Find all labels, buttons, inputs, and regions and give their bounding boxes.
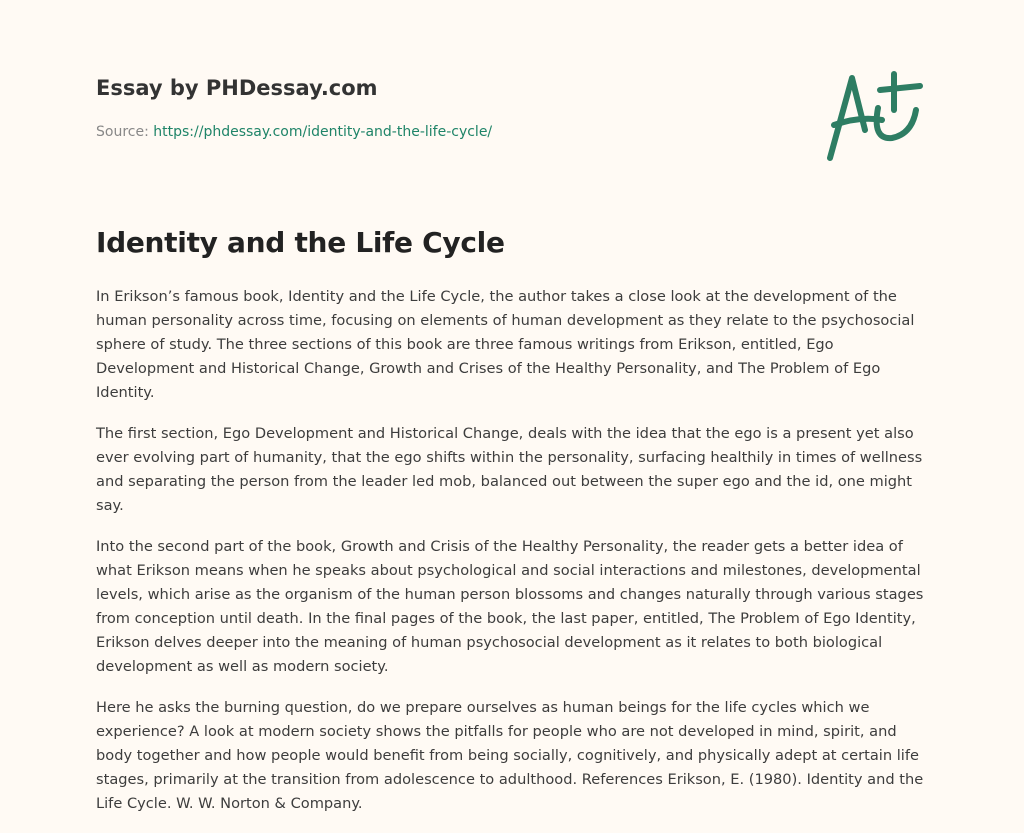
source-label: Source:: [96, 124, 149, 140]
article-body: [96, 285, 932, 833]
source-line: [96, 124, 492, 140]
a-plus-logo-icon: [820, 70, 930, 165]
paragraph: Into the second part of the book, Growth and Crisis of the Healthy Personality, the reader gets a better idea of what Erikson means when he speaks about psychological and social interactions and milestones, developmental levels, which arise as the organism of the human person blossoms and changes naturally through various stages from conception until death. In the final pages of the book, the last paper, entitled, The Problem of Ego Identity, Erikson delves deeper into the meaning of human psychosocial development as it relates to both biological development as well as modern society.: [96, 538, 924, 675]
paragraph: In Erikson’s famous book, Identity and the Life Cycle, the author takes a close look at the development of the human personality across time, focusing on elements of human development as they relate to the psychosocial sphere of study. The three sections of this book are three famous writings from Erikson, entitled, Ego Development and Historical Change, Growth and Crises of the Healthy Personality, and The Problem of Ego Identity.: [96, 288, 915, 401]
site-title: Essay by PHDessay.com: [96, 76, 378, 100]
paragraph: The first section, Ego Development and Historical Change, deals with the idea that the ego is a present yet also ever evolving part of humanity, that the ego shifts within the personality, surfacing healthily in times of wellness and separating the person from the leader led mob, balanced out between the super ego and the id, one might say.: [96, 425, 923, 514]
article-title: Identity and the Life Cycle: [96, 226, 505, 259]
source-link[interactable]: https://phdessay.com/identity-and-the-life-cycle/: [153, 124, 493, 140]
paragraph: Here he asks the burning question, do we prepare ourselves as human beings for the life cycles which we experience? A look at modern society shows the pitfalls for people who are not developed in mind, spirit, and body together and how people would benefit from being socially, cognitively, and physically adept at certain life stages, primarily at the transition from adolescence to adulthood. References Erikson, E. (1980). Identity and the Life Cycle. W. W. Norton & Company.: [96, 699, 924, 812]
